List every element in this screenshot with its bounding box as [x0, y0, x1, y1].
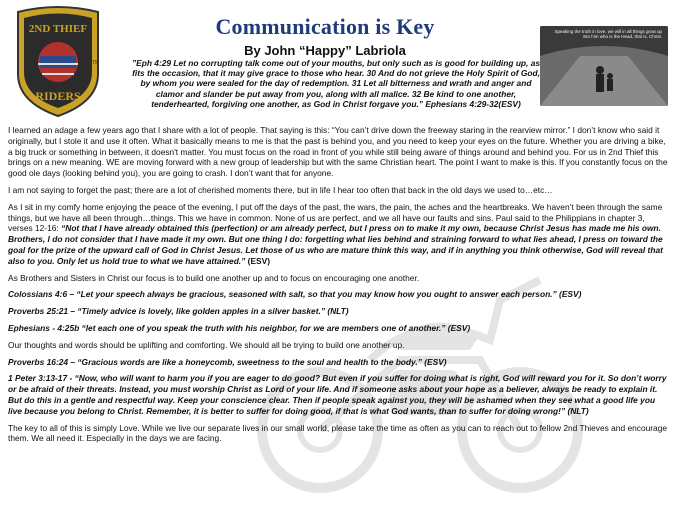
header-verse: ”Eph 4:29 Let no corrupting talk come out of your mouths, but only such as is good for building up, as fits the occasion, that it may give grace to those who hear. 30 And do not grieve the Holy Spirit of God, by whom you were sealed for the day of redemption. 31 Let all bitterness and wrath and anger and clamor and slander be put away from you, along with all malice. 32 Be kind to one another, tenderhearted, forgiving one another, as God in Christ forgave you.” Ephesians 4:29-32(ESV)	[131, 58, 541, 109]
photo-caption: Speaking the truth in love, we will in all things grow up into him who is the Head, that is, Christ.	[554, 29, 662, 39]
paragraph: As Brothers and Sisters in Christ our focus is to build one another up and to focus on encouraging one another.	[8, 272, 420, 283]
paragraph: I am not saying to forget the past; there are a lot of cherished moments there, but in life I hear too often that back in the old days we used to…etc…	[8, 184, 553, 195]
paragraph: Our thoughts and words should be uplifting and comforting. We should all be trying to build one another up.	[8, 339, 405, 350]
paragraph-philippians	[8, 202, 668, 267]
scripture-reference: (ESV)	[245, 255, 270, 266]
2nd-thief-riders-logo	[12, 4, 104, 118]
scripture-verse: Ephesians - 4:25b “let each one of you speak the truth with his neighbor, for we are members one of another.” (ESV)	[8, 322, 471, 333]
paragraph: The key to all of this is simply Love. While we live our separate lives in our small world, please take the time as often as you can to reach out to fellow 2nd Thieves and encourage them. We all need it. Especially in the days we are facing.	[8, 422, 668, 444]
logo-tm-mark: TM	[92, 60, 100, 66]
logo-top-text: 2ND THIEF	[28, 23, 88, 35]
header-photo	[540, 26, 668, 106]
scripture-verse: Proverbs 25:21 – “Timely advice is lovely, like golden apples in a silver basket.” (NLT)	[8, 306, 349, 317]
author-line: By John “Happy” Labriola	[244, 43, 406, 58]
scripture-verse: 1 Peter 3:13-17 - “Now, who will want to harm you if you are eager to do good? But even if you suffer for doing what is right, God will reward you for it. So don’t worry or be afraid of their threats. Instead, you must worship Christ as Lord of your life. And if someone asks about your hope as a believer, always be ready to explain it. But do this in a gentle and respectful way. Keep your conscience clear. Then if people speak against you, they will be ashamed when they see what a good life you live because you belong to Christ. Remember, it is better to suffer for doing good, if that is what God wants, than to suffer for doing wrong!” (NLT)	[8, 373, 667, 416]
paragraph: I learned an adage a few years ago that I share with a lot of people. That saying is this: “You can’t drive down the freeway staring in the rearview mirror.” I don’t know who said it originally, but I stole it and use it often. What it basically means to me is that the past is behind you, and you need to keep your eyes on the future. Whether you are driving a bike, a big truck or something in between, it doesn't matter. You must focus on the road in front of you while still being aware of things around and behind you. For us in 2nd Thief this brings on a new meaning. WE are moving forward with a new group of leadership but with the same Christian heart. The point I want to make is this. If you constantly focus on the good ole days (looking behind you), you are going to crash. I don’t want that for anyone.	[8, 125, 668, 179]
scripture-verse: Colossians 4:6 – “Let your speech always be gracious, seasoned with salt, so that you may know how you ought to answer each person.” (ESV)	[8, 289, 582, 300]
page-title: Communication is Key	[215, 14, 435, 39]
scripture-verse: Proverbs 16:24 – “Gracious words are like a honeycomb, sweetness to the soul and health to the body.” (ESV)	[8, 356, 447, 367]
scripture-quote: “Not that I have already obtained this (perfection) or am already perfect, but I press on to make it my own, because Christ Jesus has made me his own. Brothers, I do not consider that I have made it my own. But one thing I do: forgetting what lies behind and straining forward to what lies ahead, I press on toward the goal for the prize of the upward call of God in Christ Jesus. Let those of us who are mature think this way, and if in anything you think otherwise, God will reveal that also to you. Only let us hold true to what we have attained.”	[8, 223, 663, 266]
article-body	[8, 125, 668, 450]
paragraph-text: As I sit in my comfy home enjoying the peace of the evening, I put off the days of the past, the wars, the pain, the aches and the heartbreaks. We haven’t been through the same things, but we have all been through…things. This we have in common. None of us are perfect, and we all have our faults and sins. Paul said to the Philippians in chapter 3, verses 12-16:	[8, 201, 663, 234]
logo-bottom-text: RIDERS	[35, 89, 81, 103]
